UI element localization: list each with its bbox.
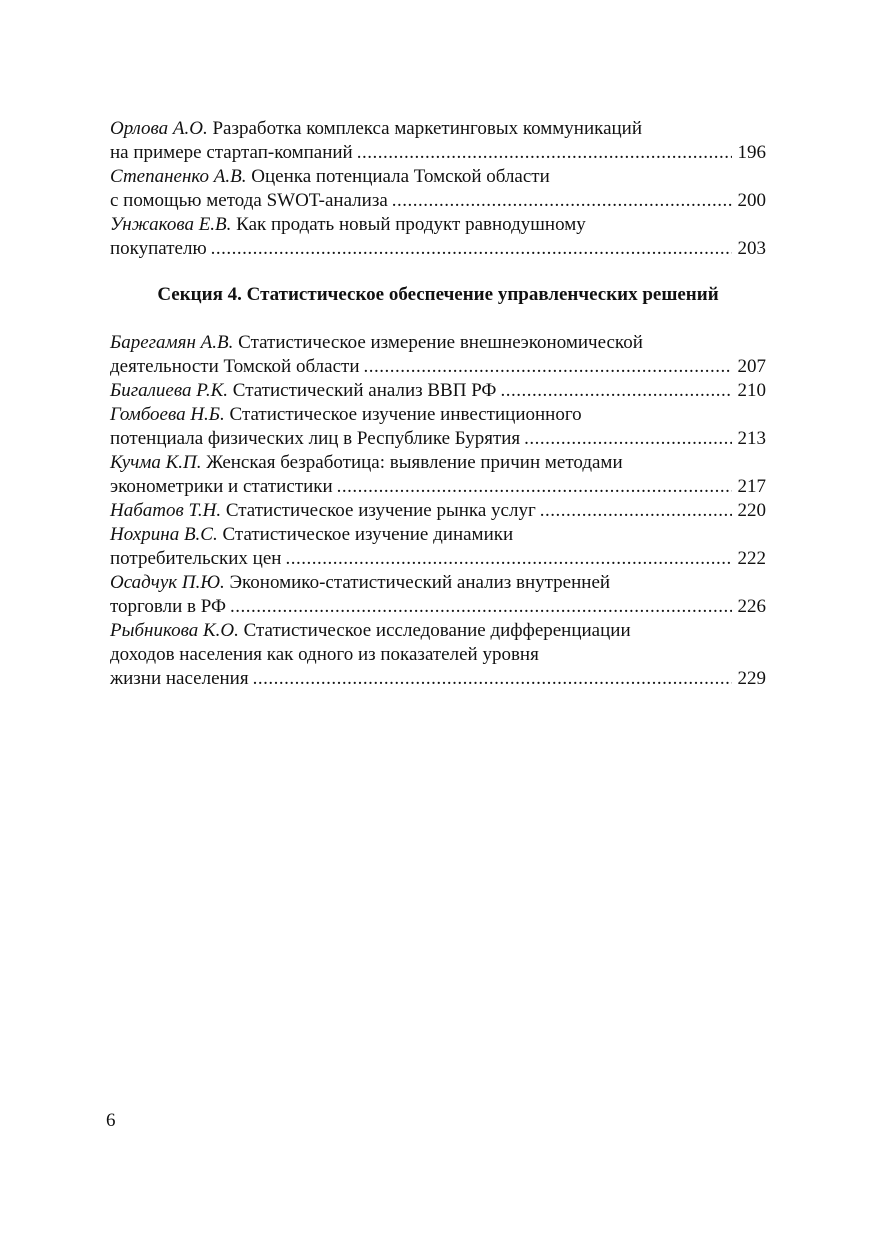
toc-entry-line bbox=[110, 331, 766, 355]
toc-entry-page: 229 bbox=[737, 668, 766, 689]
toc-entry-author: Барегамян А.В. bbox=[110, 332, 234, 353]
toc-entry-title: торговли в РФ bbox=[110, 596, 226, 617]
toc-entry-line bbox=[110, 189, 766, 213]
toc-entry-title: Экономико-статистический анализ внутренней bbox=[229, 572, 611, 593]
toc-entry-author: Набатов Т.Н. bbox=[110, 500, 222, 521]
toc-entry-line bbox=[110, 547, 766, 571]
toc-entry-title: Оценка потенциала Томской области bbox=[251, 166, 550, 187]
dot-leader bbox=[392, 189, 732, 213]
toc-entry-title: покупателю bbox=[110, 238, 207, 259]
toc-entry-title: потенциала физических лиц в Республике Бурятия bbox=[110, 428, 521, 449]
dot-leader bbox=[285, 547, 731, 571]
toc-entry-line bbox=[110, 475, 766, 499]
dot-leader bbox=[364, 355, 732, 379]
toc-entry bbox=[110, 331, 766, 379]
toc-entry-page: 200 bbox=[737, 190, 766, 211]
table-of-contents bbox=[110, 117, 766, 691]
toc-entry-title: на примере стартап-компаний bbox=[110, 142, 353, 163]
toc-entry-line bbox=[110, 141, 766, 165]
toc-entries-top bbox=[110, 117, 766, 261]
toc-entry-title: Разработка комплекса маркетинговых коммуникаций bbox=[212, 118, 643, 139]
toc-entry bbox=[110, 571, 766, 619]
dot-leader bbox=[211, 237, 732, 261]
toc-entry-line bbox=[110, 571, 766, 595]
toc-entry-title: Женская безработица: выявление причин методами bbox=[206, 452, 623, 473]
toc-entry-page: 222 bbox=[737, 548, 766, 569]
toc-entry-author: Степаненко А.В. bbox=[110, 166, 247, 187]
toc-entry-line bbox=[110, 427, 766, 451]
toc-entry-title: доходов населения как одного из показателей уровня bbox=[110, 644, 539, 665]
toc-entry-line bbox=[110, 523, 766, 547]
toc-entry-author: Орлова А.О. bbox=[110, 118, 208, 139]
section-heading: Секция 4. Статистическое обеспечение управленческих решений bbox=[157, 284, 719, 305]
dot-leader bbox=[500, 379, 731, 403]
toc-entry-line bbox=[110, 595, 766, 619]
toc-entry-title: Статистическое исследование дифференциации bbox=[243, 620, 631, 641]
dot-leader bbox=[337, 475, 732, 499]
toc-entry-title: с помощью метода SWOT-анализа bbox=[110, 190, 388, 211]
dot-leader bbox=[357, 141, 732, 165]
toc-entry-line bbox=[110, 379, 766, 403]
toc-entry bbox=[110, 523, 766, 571]
toc-entry-line bbox=[110, 667, 766, 691]
toc-entry-author: Гомбоева Н.Б. bbox=[110, 404, 225, 425]
toc-entry-page: 210 bbox=[737, 380, 766, 401]
toc-entry-line bbox=[110, 451, 766, 475]
toc-entry-line bbox=[110, 403, 766, 427]
toc-entry-page: 226 bbox=[737, 596, 766, 617]
toc-entry-line bbox=[110, 619, 766, 643]
toc-entry-page: 207 bbox=[737, 356, 766, 377]
dot-leader bbox=[540, 499, 732, 523]
toc-entry bbox=[110, 451, 766, 499]
toc-entry-title: потребительских цен bbox=[110, 548, 282, 569]
toc-entry bbox=[110, 165, 766, 213]
toc-entry bbox=[110, 213, 766, 261]
toc-entry bbox=[110, 379, 766, 403]
toc-entry-page: 196 bbox=[737, 142, 766, 163]
toc-entry-author: Осадчук П.Ю. bbox=[110, 572, 225, 593]
toc-entry-title: Статистическое изучение динамики bbox=[222, 524, 514, 545]
toc-entry-line bbox=[110, 355, 766, 379]
toc-entry bbox=[110, 403, 766, 451]
toc-entry-title: Статистическое изучение инвестиционного bbox=[229, 404, 582, 425]
toc-entry-title: Как продать новый продукт равнодушному bbox=[236, 214, 586, 235]
toc-entry bbox=[110, 117, 766, 165]
toc-entry-line bbox=[110, 643, 766, 667]
toc-entry-author: Кучма К.П. bbox=[110, 452, 202, 473]
toc-entry-line bbox=[110, 213, 766, 237]
toc-entry-page: 217 bbox=[737, 476, 766, 497]
toc-entry-title: эконометрики и статистики bbox=[110, 476, 333, 497]
toc-entry bbox=[110, 499, 766, 523]
toc-entry-title: деятельности Томской области bbox=[110, 356, 360, 377]
toc-entry-page: 203 bbox=[737, 238, 766, 259]
dot-leader bbox=[524, 427, 731, 451]
toc-entries-section bbox=[110, 331, 766, 691]
dot-leader bbox=[253, 667, 732, 691]
toc-entry-title: Статистическое изучение рынка услуг bbox=[225, 500, 536, 521]
toc-entry-line bbox=[110, 117, 766, 141]
toc-entry-line bbox=[110, 499, 766, 523]
toc-entry-author: Бигалиева Р.К. bbox=[110, 380, 229, 401]
toc-entry-title: Статистический анализ ВВП РФ bbox=[232, 380, 497, 401]
toc-entry-author: Рыбникова К.О. bbox=[110, 620, 239, 641]
page-number: 6 bbox=[106, 1110, 116, 1131]
toc-entry-page: 213 bbox=[737, 428, 766, 449]
toc-entry-title: Статистическое измерение внешнеэкономической bbox=[238, 332, 643, 353]
toc-entry bbox=[110, 619, 766, 691]
toc-entry-page: 220 bbox=[737, 500, 766, 521]
toc-entry-line bbox=[110, 165, 766, 189]
toc-entry-author: Унжакова Е.В. bbox=[110, 214, 232, 235]
dot-leader bbox=[230, 595, 732, 619]
toc-entry-author: Нохрина В.С. bbox=[110, 524, 218, 545]
toc-entry-line bbox=[110, 237, 766, 261]
toc-entry-title: жизни населения bbox=[110, 668, 249, 689]
